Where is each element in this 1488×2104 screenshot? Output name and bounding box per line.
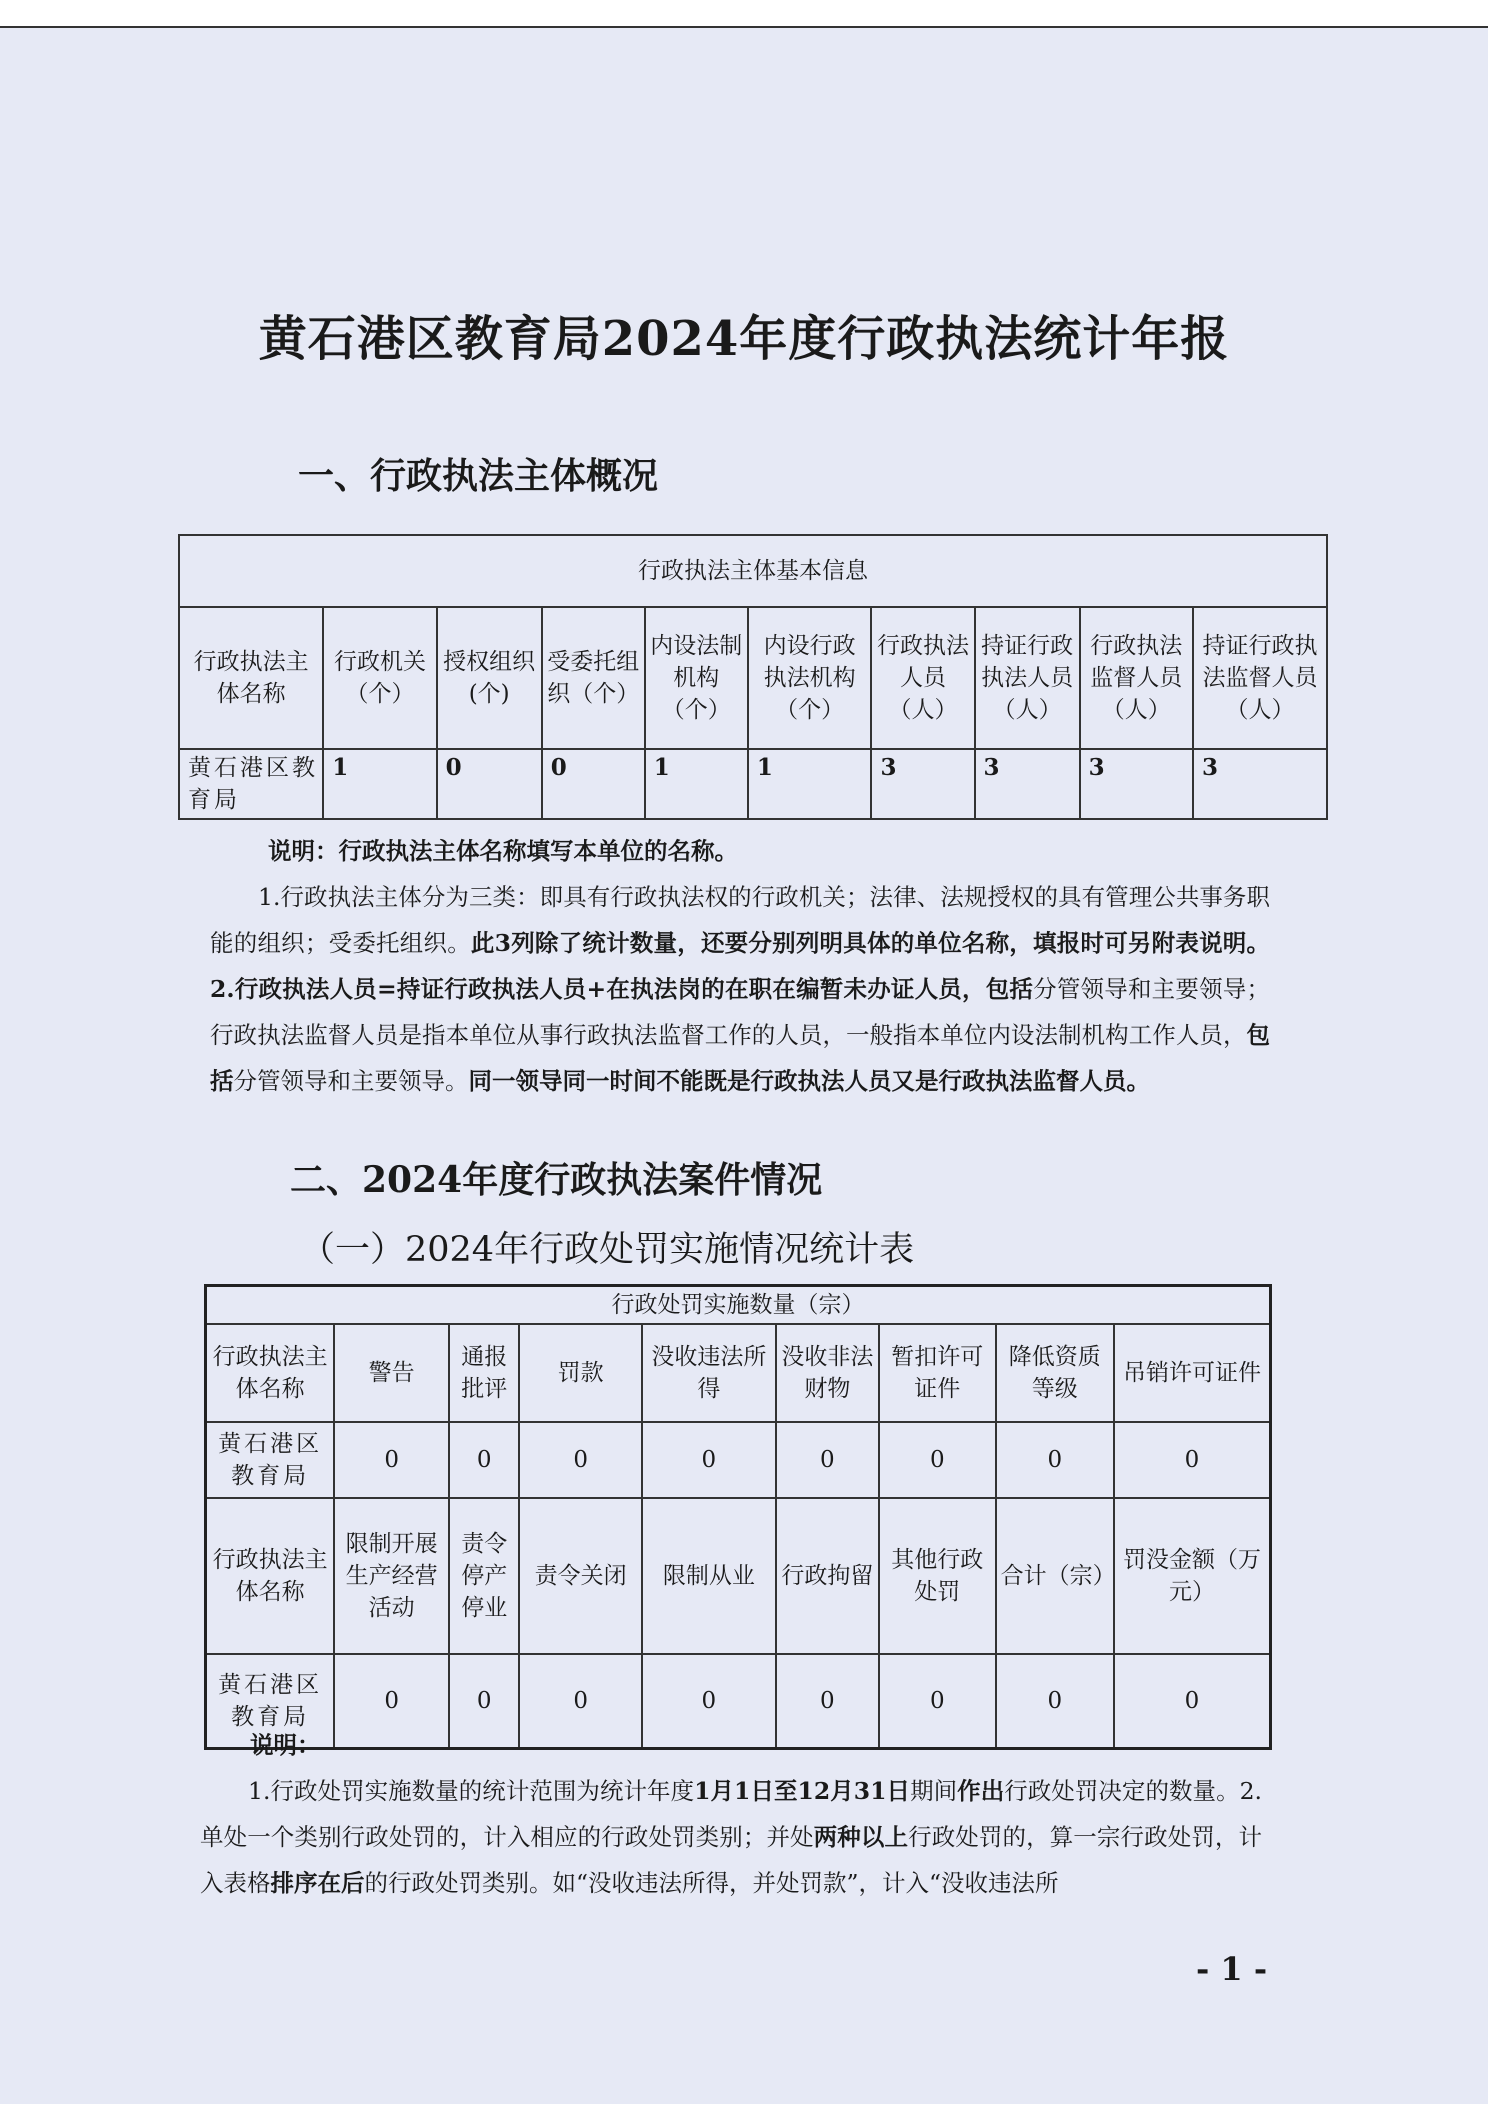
table2-columns-b <box>206 1498 1271 1654</box>
page-number: - 1 - <box>1196 1950 1268 1988</box>
note2-bold-text: 两种以上 <box>813 1823 909 1851</box>
table1-header: 行政执法主体基本信息 <box>179 535 1327 607</box>
table-cell: 3 <box>1193 749 1327 819</box>
note1-bold-text: 包括 <box>210 1021 1270 1095</box>
column-header: 责令关闭 <box>519 1498 641 1654</box>
table-cell: 0 <box>776 1422 879 1498</box>
column-header: 行政拘留 <box>776 1498 879 1654</box>
table-cell: 0 <box>996 1422 1114 1498</box>
table-cell: 3 <box>871 749 974 819</box>
table-cell: 0 <box>334 1654 449 1749</box>
table-cell: 0 <box>776 1654 879 1749</box>
column-header: 其他行政处罚 <box>879 1498 996 1654</box>
table-row <box>206 1654 1271 1749</box>
note2-body <box>200 1768 1262 1906</box>
table-cell: 0 <box>996 1654 1114 1749</box>
column-header: 行政执法主体名称 <box>206 1324 335 1422</box>
table-cell: 0 <box>437 749 542 819</box>
table2-header: 行政处罚实施数量（宗） <box>206 1286 1271 1325</box>
column-header: 内设法制机构（个） <box>645 607 748 749</box>
column-header: 授权组织(个) <box>437 607 542 749</box>
scan-top-edge <box>0 0 1488 28</box>
section2-heading: 二、2024年度行政执法案件情况 <box>290 1159 823 1201</box>
note1-body <box>210 874 1270 1104</box>
column-header: 持证行政执法监督人员（人） <box>1193 607 1327 749</box>
cell-entity-name: 黄石港区教育局 <box>206 1654 335 1749</box>
table-cell: 3 <box>975 749 1080 819</box>
column-header: 持证行政执法人员（人） <box>975 607 1080 749</box>
document-title: 黄石港区教育局2024年度行政执法统计年报 <box>258 311 1230 367</box>
column-header: 责令停产停业 <box>449 1498 519 1654</box>
note2-bold-text: 作出 <box>957 1777 1005 1805</box>
table-cell: 1 <box>645 749 748 819</box>
note2-text: 行政处罚的，算一宗行政处罚，计入表格 <box>200 1823 1263 1897</box>
note2-bold-text: 排序在后 <box>270 1869 365 1897</box>
column-header: 降低资质等级 <box>996 1324 1114 1422</box>
table-cell: 1 <box>748 749 872 819</box>
column-header: 内设行政执法机构（个） <box>748 607 872 749</box>
section1-heading: 一、行政执法主体概况 <box>298 455 659 497</box>
note1-text: 分管领导和主要领导。 <box>233 1067 469 1095</box>
note1-label: 说明：行政执法主体名称填写本单位的名称。 <box>268 837 738 865</box>
note2-bold-text: 1月1日至12月31日 <box>694 1777 911 1805</box>
column-header: 行政执法主体名称 <box>206 1498 335 1654</box>
table-cell: 0 <box>542 749 645 819</box>
note1-text: 1.行政执法主体分为三类：即具有行政执法权的行政机关；法律、法规授权的具有管理公共事务职能的组织；受委托组织。 <box>210 883 1270 957</box>
column-header: 通报批评 <box>449 1324 519 1422</box>
column-header: 行政机关（个） <box>323 607 436 749</box>
column-header: 没收非法财物 <box>776 1324 879 1422</box>
cell-entity-name: 黄石港区教育局 <box>206 1422 335 1498</box>
column-header: 行政执法人员（人） <box>871 607 974 749</box>
penalty-table <box>204 1284 1272 1750</box>
table-row <box>206 1422 1271 1498</box>
table-cell: 0 <box>642 1422 776 1498</box>
table2-columns-a <box>206 1324 1271 1422</box>
table-cell: 0 <box>642 1654 776 1749</box>
column-header: 合计（宗） <box>996 1498 1114 1654</box>
note2-text: 期间 <box>910 1777 958 1805</box>
note2-text: 行政处罚决定的数量。2.单处一个类别行政处罚的，计入相应的行政处罚类别；并处 <box>200 1777 1263 1851</box>
table-cell: 0 <box>334 1422 449 1498</box>
column-header: 罚款 <box>519 1324 641 1422</box>
table-row <box>179 749 1327 819</box>
table-cell: 0 <box>1114 1422 1271 1498</box>
entity-info-table <box>178 534 1328 820</box>
note1-bold-text: 此3列除了统计数量，还要分别列明具体的单位名称，填报时可另附表说明。2.行政执法人员=持证行政执法人员+在执法岗的在职在编暂未办证人员，包括 <box>210 929 1271 1003</box>
table1-columns <box>179 607 1327 749</box>
column-header: 行政执法主体名称 <box>179 607 323 749</box>
column-header: 没收违法所得 <box>642 1324 776 1422</box>
note2-label: 说明： <box>250 1731 321 1759</box>
column-header: 吊销许可证件 <box>1114 1324 1271 1422</box>
column-header: 限制从业 <box>642 1498 776 1654</box>
table-cell: 0 <box>449 1422 519 1498</box>
table-cell: 0 <box>449 1654 519 1749</box>
cell-entity-name: 黄石港区教育局 <box>179 749 323 819</box>
column-header: 限制开展生产经营活动 <box>334 1498 449 1654</box>
table-cell: 0 <box>519 1422 641 1498</box>
column-header: 警告 <box>334 1324 449 1422</box>
note2-text: 的行政处罚类别。如“没收违法所得，并处罚款”，计入“没收违法所 <box>364 1869 1059 1897</box>
column-header: 行政执法监督人员（人） <box>1080 607 1193 749</box>
note1-text: 分管领导和主要领导；行政执法监督人员是指本单位从事行政执法监督工作的人员，一般指本单位内设法制机构工作人员， <box>210 975 1270 1049</box>
column-header: 受委托组织（个） <box>542 607 645 749</box>
table-cell: 0 <box>519 1654 641 1749</box>
column-header: 暂扣许可证件 <box>879 1324 996 1422</box>
table-cell: 0 <box>879 1654 996 1749</box>
table-cell: 1 <box>323 749 436 819</box>
note1-bold-text: 同一领导同一时间不能既是行政执法人员又是行政执法监督人员。 <box>468 1067 1150 1095</box>
column-header: 罚没金额（万元） <box>1114 1498 1271 1654</box>
table-cell: 0 <box>1114 1654 1271 1749</box>
table-cell: 3 <box>1080 749 1193 819</box>
table-cell: 0 <box>879 1422 996 1498</box>
note2-text: 1.行政处罚实施数量的统计范围为统计年度 <box>248 1777 695 1805</box>
subsection-heading: （一）2024年行政处罚实施情况统计表 <box>300 1230 915 1270</box>
